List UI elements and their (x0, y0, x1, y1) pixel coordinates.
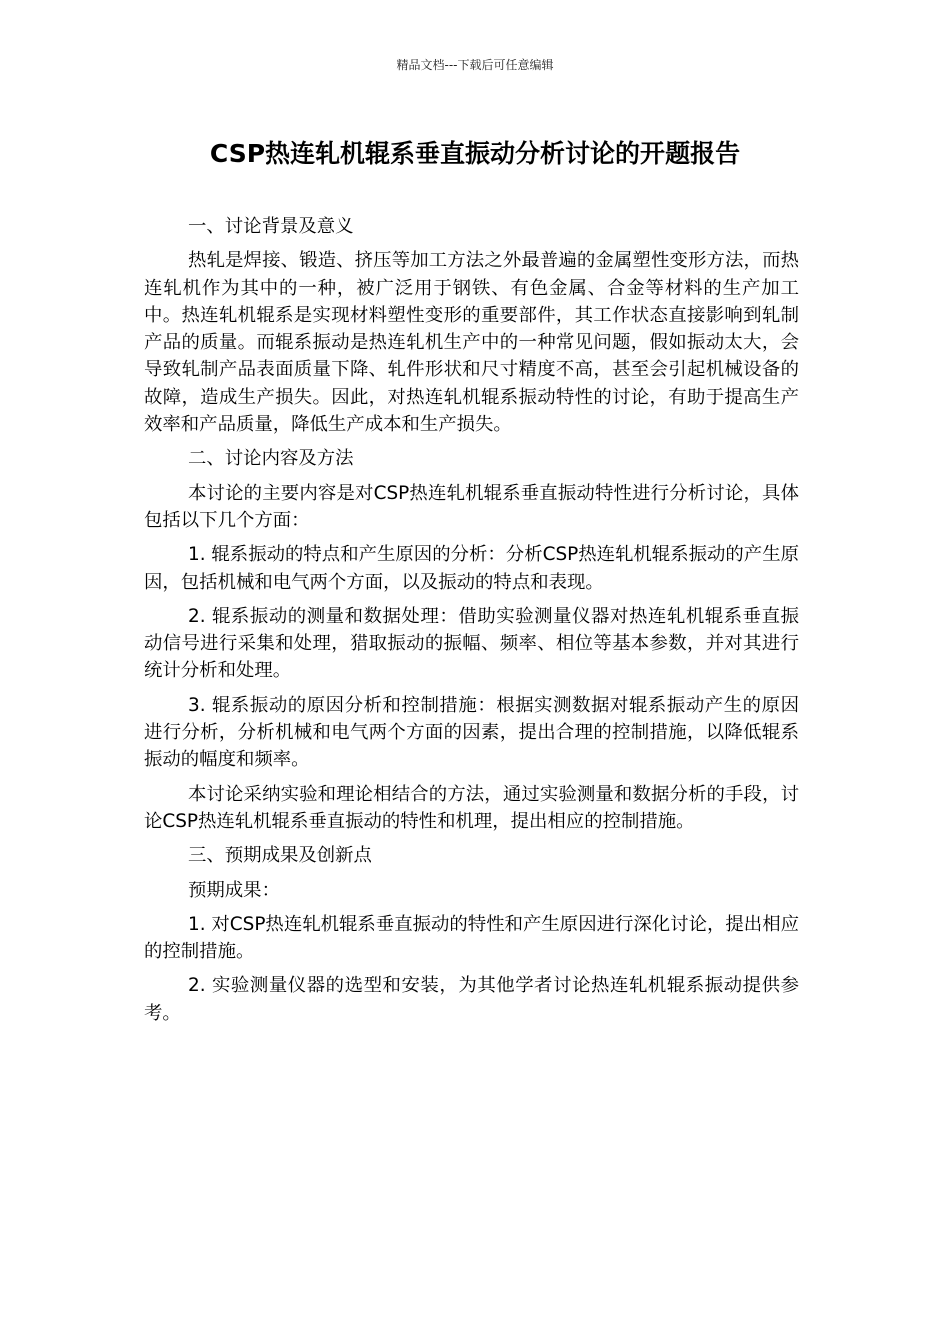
list-item-content-1: 1. 辊系振动的特点和产生原因的分析：分析CSP热连轧机辊系振动的产生原因，包括机械和电气两个方面，以及振动的特点和表现。 (144, 544, 799, 593)
section-heading-expected-results: 三、预期成果及创新点 (188, 845, 372, 867)
document-title: CSP热连轧机辊系垂直振动分析讨论的开题报告 (209, 139, 741, 168)
list-item-content-3: 3. 辊系振动的原因分析和控制措施：根据实测数据对辊系振动产生的原因进行分析，分析机械和电气两个方面的因素，提出合理的控制措施，以降低辊系振动的幅度和频率。 (144, 694, 799, 771)
paragraph-expected-label: 预期成果： (188, 879, 280, 901)
section-heading-background: 一、讨论背景及意义 (188, 216, 354, 237)
section-heading-content-methods: 二、讨论内容及方法 (188, 448, 354, 470)
page-header-note: 精品文档---下载后可任意编辑 (396, 58, 554, 72)
list-item-result-1: 1. 对CSP热连轧机辊系垂直振动的特性和产生原因进行深化讨论，提出相应的控制措施。 (144, 913, 799, 963)
paragraph-content-intro: 本讨论的主要内容是对CSP热连轧机辊系垂直振动特性进行分析讨论，具体包括以下几个方面： (144, 482, 799, 531)
paragraph-background: 热轧是焊接、锻造、挤压等加工方法之外最普遍的金属塑性变形方法，而热连轧机作为其中的一种，被广泛用于钢铁、有色金属、合金等材料的生产加工中。热连轧机辊系是实现材料塑性变形的重要部件，其工作状态直接影响到轧制产品的质量。而辊系振动是热连轧机生产中的一种常见问题，假如振动太大，会导致轧制产品表面质量下降、轧件形状和尺寸精度不高，甚至会引起机械设备的故障，造成生产损失。因此，对热连轧机辊系振动特性的讨论，有助于提高生产效率和产品质量，降低生产成本和生产损失。 (144, 250, 799, 436)
list-item-content-2: 2. 辊系振动的测量和数据处理：借助实验测量仪器对热连轧机辊系垂直振动信号进行采集和处理，猎取振动的振幅、频率、相位等基本参数，并对其进行统计分析和处理。 (144, 605, 799, 682)
list-item-result-2: 2. 实验测量仪器的选型和安装，为其他学者讨论热连轧机辊系振动提供参考。 (144, 975, 799, 1024)
document-body (144, 213, 799, 1034)
paragraph-methods: 本讨论采纳实验和理论相结合的方法，通过实验测量和数据分析的手段，讨论CSP热连轧机辊系垂直振动的特性和机理，提出相应的控制措施。 (144, 783, 799, 832)
